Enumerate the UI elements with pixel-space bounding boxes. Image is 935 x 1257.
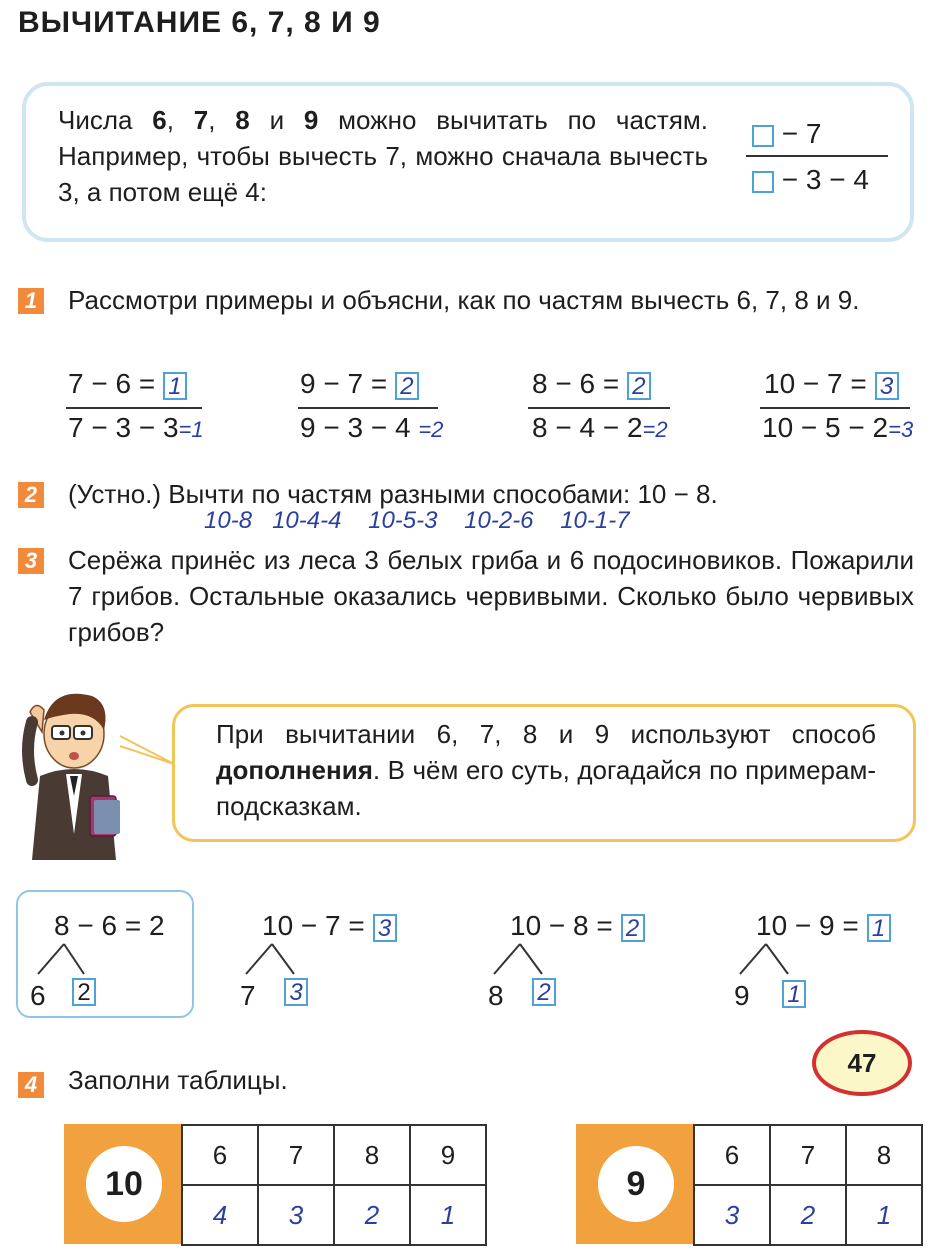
table2-answer-cell[interactable]: 1: [846, 1185, 922, 1245]
task1-text: Рассмотри примеры и объясни, как по частям вычесть 6, 7, 8 и 9.: [68, 285, 860, 315]
answer-box[interactable]: 3: [875, 372, 899, 400]
expression: 10 − 5 − 2: [762, 412, 889, 443]
expression: 7 − 3 − 3: [68, 412, 179, 443]
task1-example-2-top: [300, 368, 419, 400]
handwritten-answer: 10-5-3: [368, 507, 438, 534]
rule-fraction-top: [752, 118, 821, 150]
task1-example-3-top: [532, 368, 651, 400]
table2-minuend: 9: [598, 1146, 674, 1222]
table1-answer-cell[interactable]: 3: [258, 1185, 334, 1245]
table1-subtrahend: 7: [258, 1125, 334, 1185]
handwritten-note: =1: [178, 417, 204, 442]
complement-2-left: 7: [240, 980, 256, 1011]
task4-text: Заполни таблицы.: [68, 1065, 288, 1095]
task1-example-2-bottom: [300, 412, 443, 444]
fraction-line: [298, 407, 438, 409]
empty-square-icon: [752, 171, 774, 193]
task-number-2: 2: [18, 482, 44, 508]
teacher-character-icon: [10, 680, 130, 870]
task3-text: Серёжа принёс из леса 3 белых гриба и 6 подосиновиков. Пожарили 7 грибов. Остальные оказались червивыми. Сколько было червивых грибов?: [68, 545, 914, 647]
table2-answer-cell[interactable]: 3: [694, 1185, 770, 1245]
complement-4-right-box: [782, 980, 806, 1008]
task1-example-1-bottom: [68, 412, 204, 444]
task1-example-4-bottom: [762, 412, 913, 444]
rule-number: 9: [303, 105, 319, 135]
complement-3-right-box: [532, 978, 556, 1006]
answer-box[interactable]: 2: [621, 914, 645, 942]
rule-comma: ,: [208, 105, 236, 135]
expression: 10 − 9 =: [756, 910, 859, 941]
task-number-1: 1: [18, 288, 44, 314]
speech-pointer-icon: [118, 730, 178, 770]
expression: 10 − 7 =: [764, 368, 867, 399]
rule-number: 7: [193, 105, 209, 135]
table2-answer-cell[interactable]: 2: [770, 1185, 846, 1245]
task-number-3: 3: [18, 548, 44, 574]
answer-box[interactable]: 2: [532, 978, 556, 1006]
task1-example-1-top: [68, 368, 187, 400]
split-lines-icon: [732, 942, 812, 978]
handwritten-note: =2: [642, 417, 668, 442]
split-lines-icon: [30, 942, 110, 978]
fraction-line: [760, 407, 910, 409]
table2-subtrahend: 8: [846, 1125, 922, 1185]
answer-box[interactable]: 3: [373, 914, 397, 942]
table1-answer-cell[interactable]: 2: [334, 1185, 410, 1245]
expression: 7 − 6 =: [68, 368, 156, 399]
task-number-4: 4: [18, 1072, 44, 1098]
expression: 10 − 7 =: [262, 910, 365, 941]
table1-subtrahend: 8: [334, 1125, 410, 1185]
table1: [181, 1124, 487, 1246]
answer-box[interactable]: 1: [867, 914, 891, 942]
handwritten-answer: 10-4-4: [272, 507, 342, 534]
rule-number: 8: [235, 105, 250, 135]
answer-box[interactable]: 1: [163, 372, 187, 400]
complement-1-expression: 8 − 6 = 2: [54, 910, 165, 941]
complement-2-expression: [262, 910, 397, 942]
hint-text-part: . В чём его суть, догадайся по примерам-подсказкам.: [216, 755, 876, 821]
answer-box[interactable]: 2: [627, 372, 651, 400]
expression: 9 − 7 =: [300, 368, 388, 399]
table2-subtrahend: 6: [694, 1125, 770, 1185]
task2-answers: [204, 507, 630, 535]
expression: 10 − 8 =: [510, 910, 613, 941]
rule-fraction-top-text: − 7: [781, 118, 822, 149]
hint-text: [216, 716, 876, 824]
rule-number: 6: [152, 105, 167, 135]
answer-box[interactable]: 2: [395, 372, 419, 400]
table1-minuend: 10: [86, 1146, 162, 1222]
fraction-line: [528, 407, 670, 409]
empty-square-icon: [752, 125, 774, 147]
complement-2-right-box: [284, 978, 308, 1006]
hint-bold-word: дополнения: [216, 755, 373, 785]
table1-subtrahend: 6: [182, 1125, 258, 1185]
table1-answer-cell[interactable]: 1: [410, 1185, 486, 1245]
expression: 9 − 3 − 4: [300, 412, 411, 443]
answer-box[interactable]: 1: [782, 980, 806, 1008]
rule-fraction-bottom-text: − 3 − 4: [781, 164, 869, 195]
table1-answer-cell[interactable]: 4: [182, 1185, 258, 1245]
table1-subtrahend: 9: [410, 1125, 486, 1185]
handwritten-note: =3: [888, 417, 914, 442]
handwritten-answer: 10-2-6: [464, 507, 534, 534]
complement-1-left: 6: [30, 980, 46, 1011]
rule-text-part: можно вычитать по частям. Например, чтобы вычесть 7, можно сначала вычесть 3, а потом ещё 4:: [58, 105, 708, 207]
complement-4-left: 9: [734, 980, 750, 1011]
rule-text-part: Числа: [58, 105, 153, 135]
task1-example-3-bottom: [532, 412, 668, 444]
table2: [693, 1124, 923, 1246]
fraction-line: [746, 155, 888, 157]
split-lines-icon: [486, 942, 566, 978]
rule-comma: ,: [166, 105, 194, 135]
fraction-line: [66, 407, 202, 409]
rule-text: [58, 102, 708, 210]
handwritten-answer: 10-1-7: [560, 507, 630, 534]
handwritten-answer: 10-8: [204, 507, 253, 534]
hint-text-part: При вычитании 6, 7, 8 и 9 используют способ: [216, 719, 876, 749]
complement-1-right-box: [72, 978, 96, 1006]
page-number: 47: [812, 1030, 912, 1096]
expression: 8 − 6 =: [532, 368, 620, 399]
complement-3-expression: [510, 910, 645, 942]
rule-text-part: и: [249, 105, 304, 135]
complement-3-left: 8: [488, 980, 504, 1011]
expression: 8 − 4 − 2: [532, 412, 643, 443]
task1-example-4-top: [764, 368, 899, 400]
table2-subtrahend: 7: [770, 1125, 846, 1185]
handwritten-note: =2: [418, 417, 444, 442]
rule-fraction-bottom: [752, 164, 869, 196]
answer-box[interactable]: 3: [284, 978, 308, 1006]
page-title: ВЫЧИТАНИЕ 6, 7, 8 И 9: [18, 6, 381, 39]
complement-4-expression: [756, 910, 891, 942]
task2-text: (Устно.) Вычти по частям разными способами: 10 − 8.: [68, 479, 718, 509]
split-lines-icon: [238, 942, 318, 978]
answer-box[interactable]: 2: [72, 978, 96, 1006]
